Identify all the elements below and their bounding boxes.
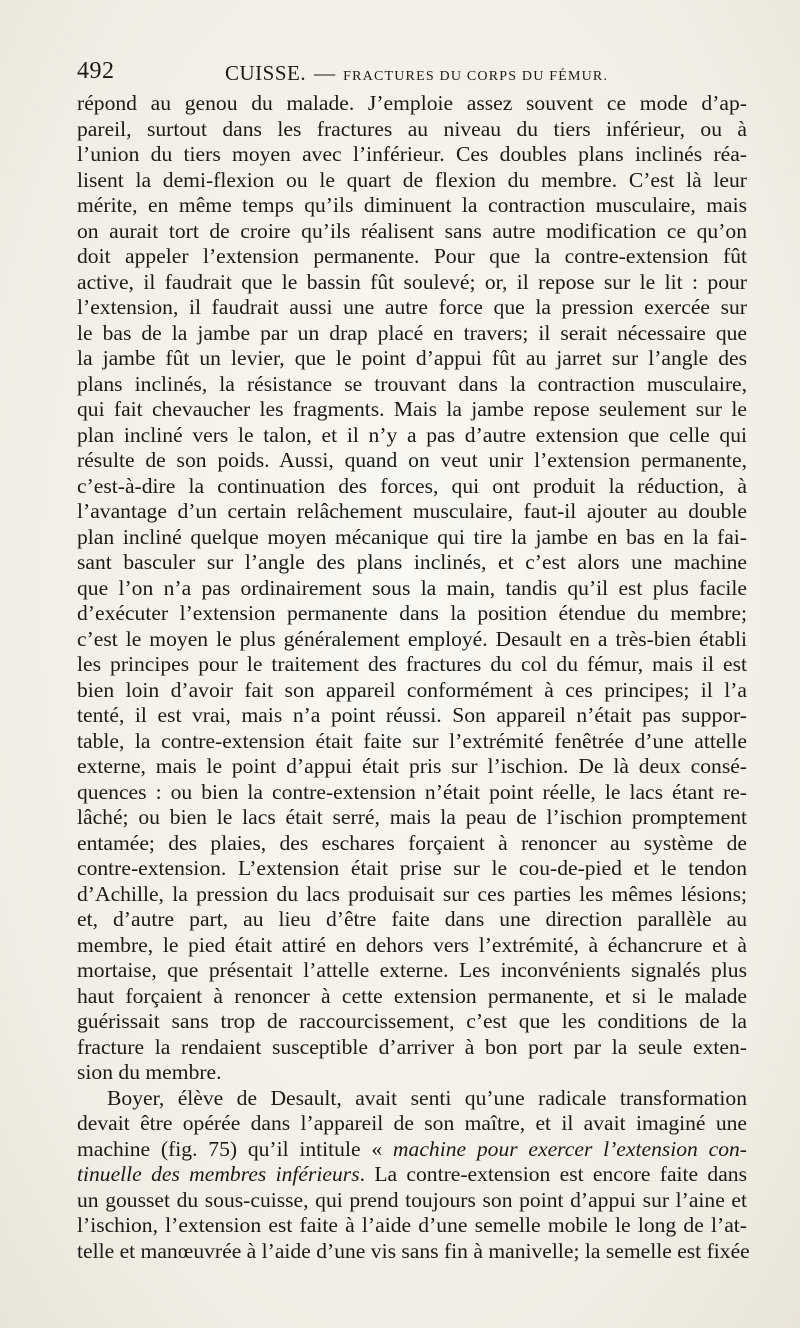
text-line: entamée; des plaies, des eschares forçaient à renoncer au système de: [77, 830, 747, 855]
text-line: membre, le pied était attiré en dehors vers l’extrémité, à échancrure et à: [77, 932, 747, 957]
text-line: l’ischion, l’extension est faite à l’aide d’une semelle mobile le long de l’at-: [77, 1213, 747, 1237]
running-head-title: CUISSE.: [225, 61, 307, 85]
running-head-separator: —: [314, 61, 336, 85]
text-line: quences : ou bien la contre-extension n’était point réelle, le lacs étant re-: [77, 779, 747, 804]
text-line: les principes pour le traitement des fractures du col du fémur, mais il est: [77, 652, 747, 676]
text-line: [77, 1137, 747, 1163]
text-line: lâché; ou bien le lacs était serré, mais la peau de l’ischion promptement: [77, 805, 747, 829]
text-line: tenté, il est vrai, mais n’a point réussi. Son appareil n’était pas suppor-: [77, 703, 747, 727]
text-line: un gousset du sous-cuisse, qui prend toujours son point d’appui sur l’aine et: [77, 1187, 747, 1212]
text-line: mortaise, que présentait l’attelle externe. Les inconvénients signalés plus: [77, 958, 747, 982]
text-line: c’est le moyen le plus généralement employé. Desault en a très-bien établi: [77, 626, 747, 651]
text-line: guérissait sans trop de raccourcissement, c’est que les conditions de la: [77, 1009, 747, 1033]
text-line: l’extension, il faudrait aussi une autre force que la pression exercée sur: [77, 295, 747, 319]
text-line: devait être opérée dans l’appareil de son maître, et il avait imaginé une: [77, 1111, 747, 1135]
text-line: qui fait chevaucher les fragments. Mais la jambe repose seulement sur le: [77, 397, 747, 421]
text-line: le bas de la jambe par un drap placé en travers; il serait nécessaire que: [77, 320, 747, 345]
text-line: telle et manœuvrée à l’aide d’une vis sans fin à manivelle; la semelle est fixée: [77, 1238, 750, 1263]
page-header: [77, 58, 747, 88]
paragraph-2: [77, 1085, 750, 1265]
italic-title-segment: machine pour exercer l’extension con-: [392, 1136, 748, 1161]
text-line: mérite, en même temps qu’ils diminuent la contraction musculaire, mais: [77, 193, 747, 217]
text-line: résulte de son poids. Aussi, quand on veut unir l’extension permanente,: [77, 448, 747, 472]
text-line: contre-extension. L’extension était prise sur le cou-de-pied et le tendon: [77, 856, 747, 880]
text-line: que l’on n’a pas ordinairement sous la main, tandis qu’il est plus facile: [77, 575, 747, 600]
text-line: la jambe fût un levier, que le point d’appui fût au jarret sur l’angle des: [77, 346, 747, 370]
text-line: externe, mais le point d’appui était pris sur l’ischion. De là deux consé-: [77, 754, 747, 778]
text-line: active, il faudrait que le bassin fût soulevé; or, il repose sur le lit : pour: [77, 269, 747, 294]
text-line: plan incliné quelque moyen mécanique qui tire la jambe en bas en la fai-: [77, 524, 747, 549]
running-head: [225, 61, 608, 86]
text-line: doit appeler l’extension permanente. Pour que la contre-extension fût: [77, 244, 747, 268]
text-line: c’est-à-dire la continuation des forces, qui ont produit la réduction, à: [77, 473, 747, 498]
body-text: [77, 91, 750, 1264]
text-line: d’exécuter l’extension permanente dans la position étendue du membre;: [77, 601, 747, 625]
text-line: fracture la rendaient susceptible d’arriver à bon port par la seule exten-: [77, 1034, 747, 1059]
text-segment: . La contre-extension est encore faite dans: [359, 1162, 747, 1186]
italic-title-segment: tinuelle des membres inférieurs: [77, 1162, 360, 1186]
text-line: pareil, surtout dans les fractures au niveau du tiers inférieur, ou à: [77, 116, 747, 141]
text-line: haut forçaient à renoncer à cette extension permanente, et si le malade: [77, 983, 747, 1008]
running-head-subtitle: FRACTURES DU CORPS DU FÉMUR.: [343, 69, 609, 84]
text-line: plans inclinés, la résistance se trouvant dans la contraction musculaire,: [77, 371, 747, 396]
text-line: l’union du tiers moyen avec l’inférieur. Ces doubles plans inclinés réa-: [77, 142, 747, 166]
text-line: lisent la demi-flexion ou le quart de flexion du membre. C’est là leur: [77, 167, 747, 192]
text-line: Boyer, élève de Desault, avait senti qu’une radicale transformation: [107, 1085, 747, 1110]
text-line: [77, 1162, 747, 1188]
text-segment: machine (fig. 75) qu’il intitule «: [77, 1136, 393, 1161]
text-line: table, la contre-extension était faite sur l’extrémité fenêtrée d’une attelle: [77, 728, 747, 753]
text-line: on aurait tort de croire qu’ils réalisent sans autre modification ce qu’on: [77, 218, 747, 243]
text-line: l’avantage d’un certain relâchement musculaire, faut-il ajouter au double: [77, 499, 747, 523]
text-line: répond au genou du malade. J’emploie assez souvent ce mode d’ap-: [77, 91, 747, 115]
text-line: plan incliné vers le talon, et il n’y a pas d’autre extension que celle qui: [77, 422, 747, 447]
text-line: et, d’autre part, au lieu d’être faite dans une direction parallèle au: [77, 907, 747, 931]
text-line: sion du membre.: [77, 1060, 222, 1084]
text-line: d’Achille, la pression du lacs produisait sur ces parties les mêmes lésions;: [77, 881, 747, 906]
page-number: 492: [77, 58, 115, 84]
text-line: bien loin d’avoir fait son appareil conformément à ces principes; il l’a: [77, 677, 747, 702]
text-line: sant basculer sur l’angle des plans inclinés, et c’est alors une machine: [77, 550, 747, 574]
paragraph-1: [77, 91, 747, 1086]
